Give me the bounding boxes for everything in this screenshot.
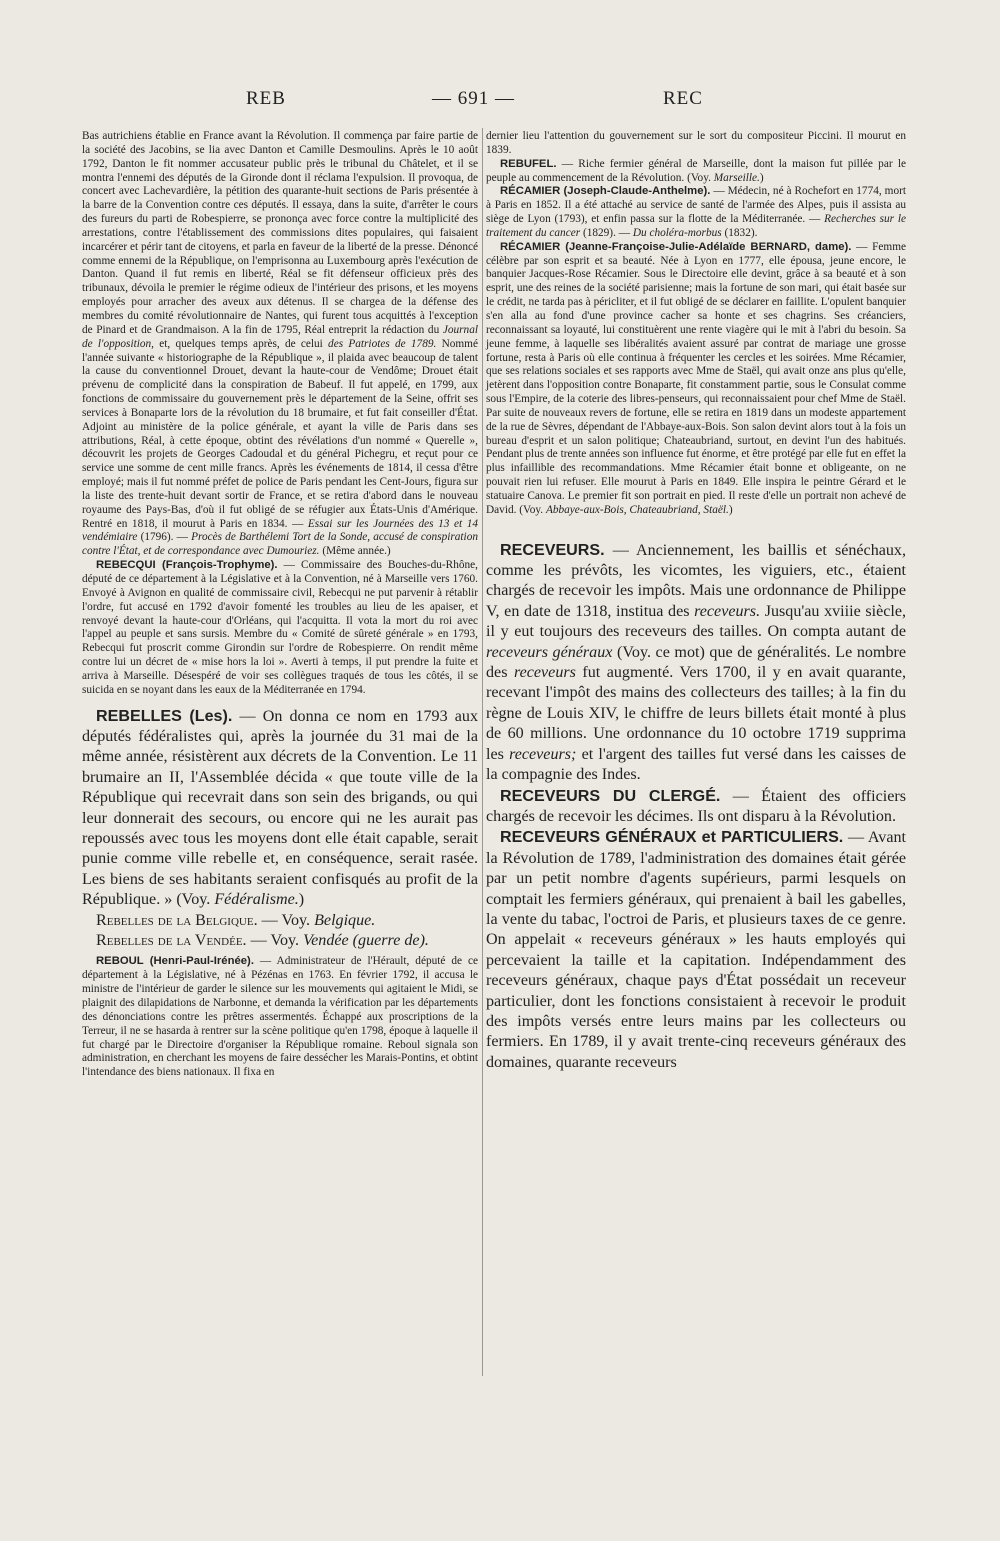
entry-headword: REBOUL (Henri-Paul-Irénée).	[96, 955, 254, 968]
entry-headword: Rebelles de la Belgique.	[96, 911, 258, 929]
running-header	[0, 88, 1000, 118]
entry-headword: Rebelles de la Vendée.	[96, 932, 247, 950]
entry-text: Jusqu'au xviiie siècle, il y eut toujours des receveurs des tailles. On compta autant de	[486, 602, 907, 641]
entry-receveurs-clerge	[486, 786, 906, 828]
cross-reference: Abbaye-aux-Bois, Chateaubriand, Staël.	[545, 503, 729, 516]
entry-text: — Avant la Révolution de 1789, l'administration des domaines était gérée par un petit nombre d'agents supérieurs, parmi lesquels on comptait les fermiers généraux, qui prenaient à bail les gabelles, la vente du tabac, l'octroi de Paris, et plusieurs taxes de ce genre. On appelait « receveurs généraux » les hauts employés qui percevaient la taille et la capitation. Indépendamment des receveurs généraux, chaque pays d'État possédait un receveur particulier, dont les fonctions consistaient à recevoir le produit des impôts versés entre leurs mains par les collecteurs ou fermiers. En 1789, il y avait trente-cinq receveurs généraux des domaines, quarante receveurs	[486, 829, 906, 1071]
entry-text: — Femme célèbre par son esprit et sa beauté. Née à Lyon en 1777, elle épousa, jeune encore, le banquier Jacques-Rose Récamier. Sous le Directoire elle devint, grâce à sa beauté et à son esprit, une des reines de la société parisienne; mais la fortune de son mari, qui était basée sur le crédit, ne tarda pas à péricliter, et il fut obligé de se déclarer en faillite. L'opulent banquier s'en alla au fond d'une province cacher sa honte et ses chagrins. Ses créanciers, reconnaissant sa loyauté, lui constituèrent une rente viagère qui le mit à l'abri du besoin. Sa jeune femme, à laquelle ses libéralités avaient assuré par contrat de mariage une grosse fortune, resta à Paris où elle continua à fréquenter les cercles et les soirées. Mme Récamier, que ses relations sociales et ses rapports avec Mme de Staël, qui avait onze ans plus qu'elle, jetèrent dans l'opposition contre Bonaparte, fit constamment partie, sous le Consulat comme sous l'Empire, de la coterie des libres-penseurs, qui reconnaissaient pour chef Mme de Staël. Par suite de nouveaux revers de fortune, elle se retira en 1819 dans un modeste appartement de la rue de Sèvres, dépendant de l'Abbaye-aux-Bois. Son salon devint alors tout à la fois un bureau d'esprit et un salon politique; Chateaubriand, surtout, en devint l'un des habitués. Pendant plus de trente années son influence fut énorme, et être protégé par elle fut en effet la plus infaillible des recommandations. Mme Récamier était bonne et obligeante, on ne pouvait rien lui refuser. Elle mourut à Paris en 1849. Elle inspira le peintre Gérard et le statuaire Canova. Le premier fit son portrait en pied. Il reste d'elle un portrait non achevé de David. (Voy.	[486, 240, 906, 516]
entry-headword: REBECQUI (François-Trophyme).	[96, 559, 278, 572]
cross-reference: Belgique.	[314, 911, 376, 929]
entry-text: )	[728, 503, 733, 516]
entry-reboul	[82, 955, 478, 1080]
entry-text: (1796). —	[137, 531, 188, 544]
entry-text: et l'argent des tailles fut versé dans les caisses de la compagnie des Indes.	[486, 745, 907, 784]
entry-italic: Du choléra-morbus	[632, 226, 722, 239]
entry-real-continuation	[82, 130, 478, 559]
entry-headword: RÉCAMIER (Joseph-Claude-Anthelme).	[500, 185, 711, 198]
header-right-guideword: REC	[663, 88, 703, 109]
entry-text: )	[298, 891, 305, 909]
entry-text: fut augmenté. Vers 1700, il y en avait quarante, recevant l'impôt des mains des collecteurs des tailles; à la fin du règne de Louis XIV, le chiffre de leurs billets était monté à plus de 60 millions. Une ordonnance du 10 octobre 1719 supprima les	[486, 664, 907, 763]
entry-text: — Commissaire des Bouches-du-Rhône, député de ce département à la Législative et à la Convention, né à Marseille vers 1760. Envoyé à Avignon en qualité de commissaire civil, Rebecqui ne put parvenir à rétablir l'ordre, fut accusé en 1792 d'avoir fomenté les troubles au lieu de les apaiser, et renvoyé devant la haute-cour d'Orléans, qui l'acquitta. Il vota la mort du roi avec l'appel au peuple et sans sursis. Membre du « Comité de sûreté générale » en 1793, Rebecqui fut proscrit comme Girondin sur l'ordre de Robespierre. On rendit même contre lui un décret de « mise hors la loi ». Averti à temps, il put prendre la fuite et arriva à Marseille. Désespéré de voir ses collègues traqués de tous les côtés, il se suicida en se noyant dans les eaux de la Méditerranée en 1794.	[82, 559, 478, 696]
entry-text: Bas autrichiens établie en France avant la Révolution. Il commença par faire partie de la société des Jacobins, se lia avec Danton et Camille Desmoulins. Après le 10 août 1792, Danton le fit nommer accusateur public près le tribunal du Châtelet, et il se montra l'ennemi des députés de la Gironde dont il réclama l'expulsion. Il provoqua, de concert avec Lachevardière, la pétition des quarante-huit sections de Paris présentée à la barre de la Convention contre ces députés. Il essaya, dans la suite, d'arrêter le cours des fureurs du parti de Robespierre, se prononça avec force contre la multiplicité des arrestations, contre l'établissement des commissions dites populaires, qui faisaient incarcérer et périr tant de citoyens, et parla en faveur de la liberté de la presse. Dénoncé comme ennemi de la République, on l'emprisonna au Luxembourg après l'exécution de Danton. Quand il fut remis en liberté, Réal se fit défenseur officieux près des tribunaux, dévoila le premier le régime odieux de l'intérieur des prisons, et les moyens employés pour arracher des aveux aux détenus. Il se chargea de la défense des membres du comité révolutionnaire de Nantes, qui furent tous acquittés à l'exception de Pinard et de Grandmaison. A la fin de 1795, Réal entreprit la rédaction du	[82, 130, 478, 336]
page-number: — 691 —	[432, 88, 515, 109]
entry-recamier-jeanne	[486, 241, 906, 518]
entry-headword: REBUFEL.	[500, 157, 557, 170]
entry-italic: Journal de l'opposition,	[82, 323, 478, 350]
entry-italic: receveurs.	[694, 602, 761, 620]
entry-headword: REBELLES (Les).	[96, 706, 233, 725]
entry-rebelles-vendee	[82, 931, 478, 951]
entry-text: — On donna ce nom en 1793 aux députés fédéralistes qui, après la journée du 31 mai de la même année, résistèrent aux décrets de la Convention. Le 11 brumaire an II, l'Assemblée décida « que toute ville de la République qui recevrait dans son sein des brigands, ou qui leur donnerait des secours, ou encore qui ne les aurait pas repoussés avec tous les moyens dont elle était capable, serait punie comme ville rebelle et, en conséquence, serait rasée. Les biens de ses habitants seraient confisqués au profit de la République. » (Voy.	[82, 707, 478, 909]
entry-text: — Anciennement, les baillis et sénéchaux, comme les prévôts, les vicomtes, les viguiers, etc., étaient chargés de recevoir les impôts. Mais une ordonnance de Philippe V, en date de 1318, institua des	[486, 541, 906, 620]
cross-reference: Fédéralisme.	[214, 891, 299, 909]
entry-italic: receveurs	[513, 664, 576, 682]
entry-italic: Procès de Barthélemi Tort de la Sonde, accusé de conspiration contre l'État, et de correspondance avec Dumouriez.	[82, 531, 478, 558]
entry-italic: receveurs;	[509, 745, 577, 763]
entry-rebufel	[486, 158, 906, 186]
entry-reboul-continuation: dernier lieu l'attention du gouvernement sur le sort du compositeur Piccini. Il mourut en 1839.	[486, 130, 906, 156]
entry-text: (Même année.)	[319, 545, 391, 558]
header-left-guideword: REB	[246, 88, 286, 109]
entry-text: — Médecin, né à Rochefort en 1774, mort à Paris en 1852. Il a été attaché au service de santé de l'armée des Alpes, puis il assista au siège de Lyon (1793), et enfin passa sur la flotte de la Méditerranée. —	[486, 185, 906, 226]
entry-rebelles	[82, 706, 478, 911]
entry-text: Nommé l'année suivante « historiographe de la République », il plaida avec beaucoup de talent la cause du conventionnel Drouet, devant la haute-cour de Vendôme; Drouet était prévenu de complicité dans la conspiration de Babeuf. Il fut appelé, en 1799, aux fonctions de commissaire du gouvernement près le département de la Seine, offrit ses services à Bonaparte lors de la révolution du 18 brumaire, et fut fait conseiller d'État. Adjoint au ministère de la police générale, et ayant la ville de Paris dans ses attributions, Réal, à cette époque, obtint des révélations d'un nommé « Querelle », découvrit les projets de Georges Cadoudal et du général Pichegru, et reçut pour ce service une somme de cent mille francs. Après les événements de 1814, il cessa d'être employé; mais il fut nommé préfet de police de Paris pendant les Cent-Jours, figura sur la liste des trente-huit devant sortir de France, et se retira d'abord dans le nouveau royaume des Pays-Bas, d'où il fut obligé de se réfugier aux États-Unis d'Amérique. Rentré en 1818, il mourut à Paris en 1834. —	[82, 337, 478, 530]
entry-rebelles-belgique	[82, 911, 478, 931]
entry-text: et, quelques temps après, de celui	[153, 337, 329, 350]
entry-text: )	[759, 171, 764, 184]
left-column	[82, 130, 478, 1080]
cross-reference: Marseille.	[713, 171, 760, 184]
entry-text: (Voy. ce mot) que de généralités. Le nombre des	[486, 643, 907, 682]
entry-receveurs	[486, 540, 906, 786]
entry-headword: RECEVEURS DU CLERGÉ.	[500, 786, 721, 805]
entry-receveurs-generaux	[486, 827, 906, 1073]
entry-headword: RECEVEURS.	[500, 540, 605, 559]
entry-text: (1832).	[721, 226, 758, 239]
entry-headword: RÉCAMIER (Jeanne-Françoise-Julie-Adélaïde BERNARD, dame).	[500, 240, 852, 253]
entry-text: — Administrateur de l'Hérault, député de ce département à la Législative, né à Pézénas en 1763. En février 1792, il accusa le ministre de l'intérieur de garder le silence sur les mouvements qui agitaient le Midi, se plaignit des dilapidations de Narbonne, et demanda la vérification par les départements des dénonciations contre les prêtres assermentés. Échappé aux proscriptions de la Terreur, il ne se hasarda à rentrer sur la scène politique qu'en 1798, époque à laquelle il fut chargé par le Directoire d'organiser la République romaine. Reboul signala son administration, en cherchant les moyens de faire dessécher les Marais-Pontins, et obtint l'intendance des biens nationaux. Il fixa en	[82, 955, 478, 1079]
entry-recamier-joseph	[486, 185, 906, 240]
entry-text: — Étaient des officiers chargés de recevoir les décimes. Ils ont disparu à la Révolution.	[486, 787, 906, 825]
entry-italic: Essai sur les Journées des 13 et 14 vendémiaire	[82, 517, 479, 544]
entry-headword: RECEVEURS GÉNÉRAUX et PARTICULIERS.	[500, 828, 844, 847]
cross-reference: Vendée (guerre de).	[303, 932, 429, 950]
entry-text: — Riche fermier général de Marseille, dont la maison fut pillée par le peuple au commencement de la Révolution. (Voy.	[486, 157, 906, 184]
entry-italic: Recherches sur le traitement du cancer	[486, 213, 906, 239]
entry-italic: receveurs généraux	[486, 643, 613, 661]
entry-rebecqui	[82, 559, 478, 697]
entry-italic: des Patriotes de 1789.	[328, 337, 437, 350]
entry-text: — Voy.	[246, 932, 304, 950]
right-column	[486, 130, 906, 1073]
column-divider	[482, 128, 483, 1376]
entry-text: (1829). —	[580, 226, 633, 239]
entry-text: — Voy.	[257, 911, 315, 929]
